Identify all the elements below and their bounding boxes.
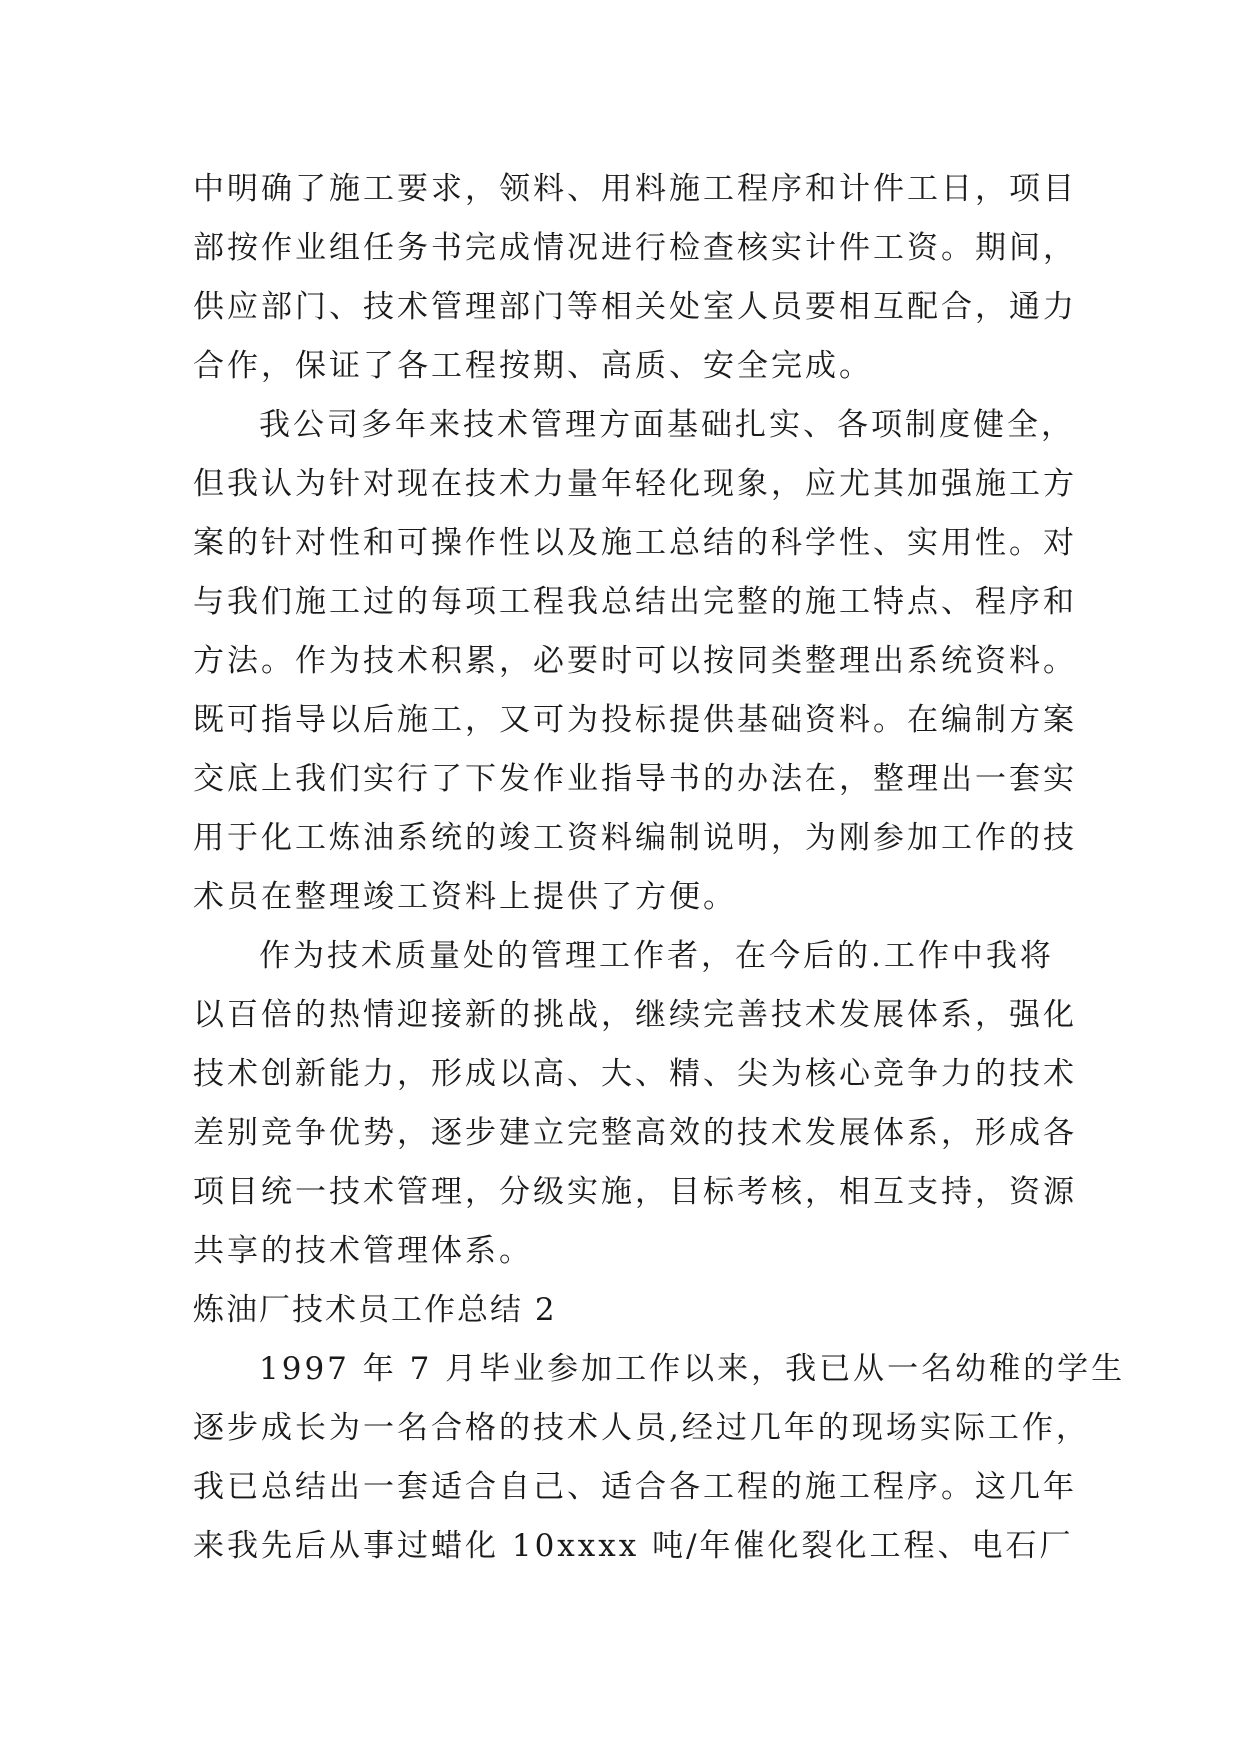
paragraph-first-line: 作为技术质量处的管理工作者，在今后的.工作中我将 [259,938,1054,974]
paragraph-first-line: 我公司多年来技术管理方面基础扎实、各项制度健全， [259,407,1075,443]
text-line: 与我们施工过的每项工程我总结出完整的施工特点、程序和 [193,584,1077,620]
text-line: 部按作业组任务书完成情况进行检查核实计件工资。期间， [193,230,1077,266]
text-line: 项目统一技术管理，分级实施，目标考核，相互支持，资源 [193,1174,1077,1210]
text-line: 但我认为针对现在技术力量年轻化现象，应尤其加强施工方 [193,466,1077,502]
document-body [193,160,1126,1576]
text-line: 用于化工炼油系统的竣工资料编制说明，为刚参加工作的技 [193,820,1077,856]
text-line: 中明确了施工要求，领料、用料施工程序和计件工日，项目 [193,171,1077,207]
text-line: 术员在整理竣工资料上提供了方便。 [193,879,737,915]
paragraph-first-line: 1997 年 7 月毕业参加工作以来，我已从一名幼稚的学生 [259,1351,1126,1387]
text-line: 供应部门、技术管理部门等相关处室人员要相互配合，通力 [193,289,1077,325]
text-line: 来我先后从事过蜡化 10xxxx 吨/年催化裂化工程、电石厂 [193,1528,1074,1564]
text-line: 共享的技术管理体系。 [193,1233,533,1269]
text-line: 合作，保证了各工程按期、高质、安全完成。 [193,348,873,384]
section-heading: 炼油厂技术员工作总结 2 [193,1292,557,1328]
text-line: 交底上我们实行了下发作业指导书的办法在，整理出一套实 [193,761,1077,797]
text-line: 既可指导以后施工，又可为投标提供基础资料。在编制方案 [193,702,1077,738]
text-line: 差别竞争优势，逐步建立完整高效的技术发展体系，形成各 [193,1115,1077,1151]
text-line: 案的针对性和可操作性以及施工总结的科学性、实用性。对 [193,525,1077,561]
text-line: 方法。作为技术积累，必要时可以按同类整理出系统资料。 [193,643,1077,679]
text-line: 以百倍的热情迎接新的挑战，继续完善技术发展体系，强化 [193,997,1077,1033]
text-line: 逐步成长为一名合格的技术人员,经过几年的现场实际工作， [193,1410,1090,1446]
text-line: 我已总结出一套适合自己、适合各工程的施工程序。这几年 [193,1469,1077,1505]
text-line: 技术创新能力，形成以高、大、精、尖为核心竞争力的技术 [193,1056,1077,1092]
